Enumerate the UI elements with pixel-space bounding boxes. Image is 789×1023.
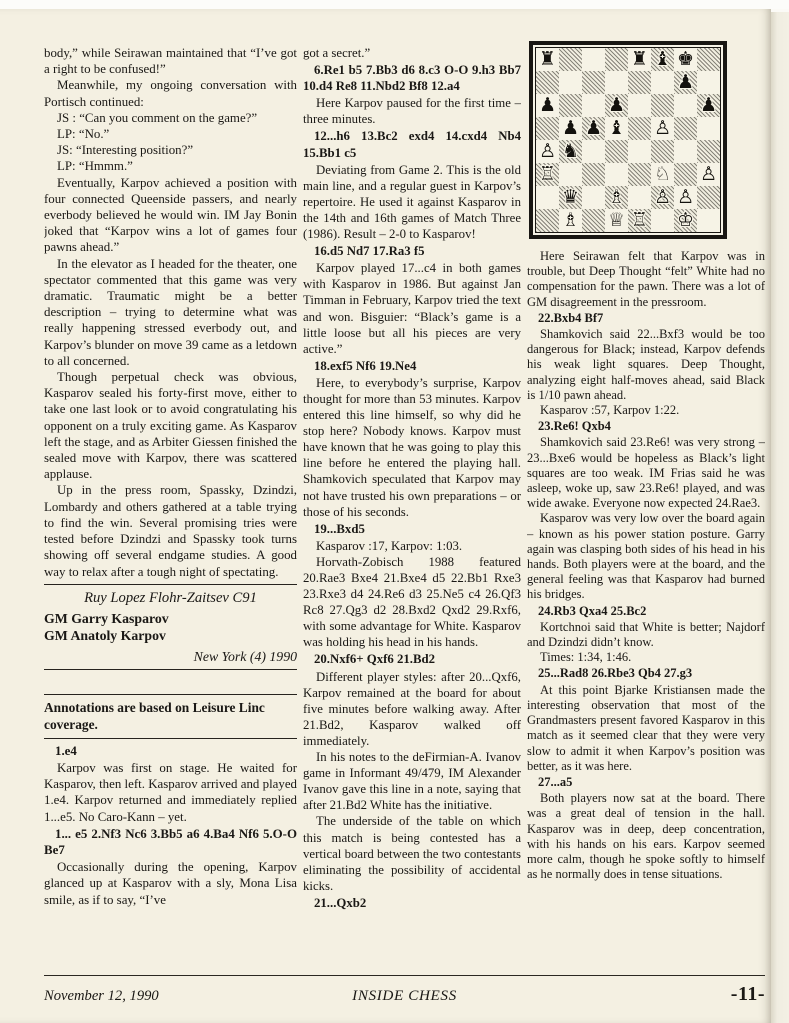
board-square: [582, 163, 605, 186]
paragraph: Meanwhile, my ongoing conversation with Portisch continued:: [44, 78, 297, 109]
white-bishop-icon: ♗: [561, 209, 580, 231]
magazine-page: [0, 9, 771, 1023]
board-square: [559, 48, 582, 71]
paragraph: Kasparov was very low over the board again – known as his power station posture. Garry again was clasping both sides of his head in his hands. Both players were at the board, and the general feeling was that Kasparov had burned his bridges.: [527, 511, 765, 602]
board-square: [628, 94, 651, 117]
paragraph: got a secret.”: [303, 46, 371, 60]
black-rook-icon: ♜: [538, 48, 557, 70]
move-line: 12...h6 13.Bc2 exd4 14.cxd4 Nb4 15.Bb1 c5: [303, 129, 521, 160]
board-square: [697, 71, 720, 94]
white-bishop-icon: ♗: [607, 186, 626, 208]
white-pawn-icon: ♙: [699, 163, 718, 185]
white-pawn-icon: ♙: [653, 186, 672, 208]
board-square: [628, 48, 651, 71]
black-pawn-icon: ♟: [561, 117, 580, 139]
footer-row: [44, 983, 765, 1006]
paragraph: Eventually, Karpov achieved a position with four connected Queenside passers, and nearly everbody believed he would win. IM Jay Bonin joked that “Karpov wins a lot of games four pawns ahead.”: [44, 175, 297, 255]
paragraph: Kortchnoi said that White is better; Najdorf and Dzindzi didn’t know.: [527, 619, 765, 650]
board-square: [559, 209, 582, 232]
divider-rule: [44, 738, 297, 739]
scan-edge-right: [771, 12, 789, 1023]
paragraph: Shamkovich said 22...Bxf3 would be too dangerous for Black; instead, Karpov defends his weak light squares. Deep Thought, analyzing eight half-moves ahead, said Black is 1/10 pawn ahead.: [527, 327, 765, 402]
chess-board: [535, 47, 721, 233]
spacer: [44, 674, 297, 690]
white-rook-icon: ♖: [630, 209, 649, 231]
black-king-icon: ♚: [676, 48, 695, 70]
player-name: GM Anatoly Karpov: [44, 628, 166, 644]
board-square: [651, 117, 674, 140]
move-line: 23.Re6! Qxb4: [538, 419, 611, 434]
player-name: GM Garry Kasparov: [44, 610, 169, 626]
column-middle: [303, 45, 521, 975]
paragraph: Horvath-Zobisch 1988 featured 20.Rae3 Bxe4 21.Bxe4 d5 22.Bb1 Rxe3 23.Rxe3 d4 24.Re6 d3 25.Ne5 c4 26.Qf3 Rc8 27.Qg3 d2 28.Bxd2 Qxd2 29.Rxf6, with some advantage for White. Kasparov was holding his head in his hands.: [303, 554, 521, 650]
event-name: New York (4) 1990: [193, 648, 297, 664]
white-pawn-icon: ♙: [538, 140, 557, 162]
paragraph: LP: “No.”: [57, 127, 110, 142]
board-square: [582, 48, 605, 71]
board-square: [536, 140, 559, 163]
board-square: [697, 140, 720, 163]
board-square: [628, 71, 651, 94]
board-square: [536, 186, 559, 209]
scan-edge-top: [0, 0, 789, 9]
board-square: [697, 117, 720, 140]
chess-diagram: [529, 41, 727, 239]
board-square: [536, 71, 559, 94]
paragraph: At this point Bjarke Kristiansen made the interesting observation that most of the Grandmasters present favored Kasparov in this match as it seemed clear that they were very slow to admit it when Karpov’s position was better, as it was here.: [527, 682, 765, 773]
board-square: [697, 48, 720, 71]
footer-date: November 12, 1990: [44, 988, 159, 1004]
board-square: [674, 186, 697, 209]
board-square: [582, 94, 605, 117]
divider-rule: [44, 669, 297, 670]
paragraph: In his notes to the deFirmian-A. Ivanov game in Informant 49/479, IM Alexander Ivanov gave this line in a note, saying that after 21.Bd2 White has the initiative.: [303, 750, 521, 813]
white-queen-icon: ♕: [607, 209, 626, 231]
move-line: 18.exf5 Nf6 19.Ne4: [314, 358, 417, 373]
paragraph: Here Seirawan felt that Karpov was in trouble, but Deep Thought “felt” White had no compensation for the pawn. There was a lot of GM disagreement in the pressroom.: [527, 249, 765, 309]
board-square: [651, 209, 674, 232]
move-line: 16.d5 Nd7 17.Ra3 f5: [314, 244, 425, 259]
board-square: [697, 186, 720, 209]
board-square: [605, 94, 628, 117]
paragraph: body,” while Seirawan maintained that “I’ve got a right to be confused!”: [44, 46, 297, 77]
paragraph: Karpov was first on stage. He waited for Kasparov, then left. Kasparov arrived and played 1.e4. Karpov returned and immediately replied 1...e5. No Caro-Kann – yet.: [44, 760, 297, 824]
board-square: [628, 186, 651, 209]
board-square: [605, 71, 628, 94]
paragraph: Occasionally during the opening, Karpov glanced up at Kasparov with a sly, Mona Lisa smile, as if to say, “I’ve: [44, 860, 297, 907]
board-square: [605, 140, 628, 163]
board-square: [536, 163, 559, 186]
board-square: [674, 117, 697, 140]
board-square: [559, 117, 582, 140]
black-rook-icon: ♜: [630, 48, 649, 70]
board-square: [674, 140, 697, 163]
footer-magazine-title: INSIDE CHESS: [352, 987, 457, 1004]
black-pawn-icon: ♟: [584, 117, 603, 139]
black-pawn-icon: ♟: [607, 94, 626, 116]
move-line: 22.Bxb4 Bf7: [538, 310, 604, 325]
move-line: 1... e5 2.Nf3 Nc6 3.Bb5 a6 4.Ba4 Nf6 5.O-O Be7: [44, 826, 297, 857]
board-square: [651, 186, 674, 209]
board-square: [628, 140, 651, 163]
board-square: [559, 186, 582, 209]
board-square: [605, 117, 628, 140]
paragraph: Shamkovich said 23.Re6! was very strong – 23...Bxe6 would be hopeless as Black’s light squares are too weak. IM Frias said he was asleep, woke up, saw 23.Re6! played, and was wide awake. Everyone now expected 24.Rae3.: [527, 435, 765, 511]
board-square: [559, 140, 582, 163]
paragraph: The underside of the table on which this match is being contested has a vertical board between the two contestants eliminating the possibility of accidental kicks.: [303, 814, 521, 893]
white-pawn-icon: ♙: [653, 117, 672, 139]
board-square: [582, 140, 605, 163]
paragraph: Karpov played 17...c4 in both games with Kasparov in 1986. But against Jan Timman in February, Karpov tried the text and won. Bisguier: “Black’s game is a little loose but all his pieces are very active.”: [303, 261, 521, 356]
board-square: [559, 94, 582, 117]
board-square: [536, 94, 559, 117]
paragraph: LP: “Hmmm.”: [57, 159, 133, 174]
paragraph: Though perpetual check was obvious, Kasparov sealed his forty-first move, either to take one last look or to avoid congratulating his opponent on a truly exciting game. As Kasparov left the stage, and as Arbiter Giessen finished the sealed move with Karpov, there was scattered applause.: [44, 370, 297, 482]
board-square: [697, 94, 720, 117]
board-square: [651, 94, 674, 117]
move-line: 25...Rad8 26.Rbe3 Qb4 27.g3: [538, 666, 693, 681]
board-square: [582, 209, 605, 232]
board-square: [582, 71, 605, 94]
board-square: [651, 48, 674, 71]
column-left: [44, 45, 297, 975]
board-square: [605, 48, 628, 71]
black-bishop-icon: ♝: [653, 48, 672, 70]
move-line: 19...Bxd5: [314, 521, 365, 536]
board-square: [651, 163, 674, 186]
black-pawn-icon: ♟: [699, 94, 718, 116]
column-right-text: [527, 249, 765, 882]
column-right: [527, 39, 765, 975]
page-footer: [44, 975, 765, 1006]
board-square: [674, 209, 697, 232]
black-bishop-icon: ♝: [607, 117, 626, 139]
white-knight-icon: ♘: [653, 163, 672, 185]
board-square: [582, 117, 605, 140]
footer-rule: [44, 975, 765, 976]
paragraph: Up in the press room, Spassky, Dzindzi, Lombardy and others gathered at a table trying to find the win. Several promising tries were tested before Dzindzi and Spassky took turns showing off several endgame studies. A good way to relax after a tough night of spectating.: [44, 483, 297, 579]
white-king-icon: ♔: [676, 209, 695, 231]
board-square: [605, 163, 628, 186]
board-square: [559, 163, 582, 186]
annotation-note: Annotations are based on Leisure Linc coverage.: [44, 699, 265, 733]
board-square: [536, 48, 559, 71]
move-line: 21...Qxb2: [314, 895, 367, 910]
opening-name: Ruy Lopez Flohr-Zaitsev C91: [84, 589, 257, 606]
footer-page-number: -11-: [730, 983, 765, 1005]
white-rook-icon: ♖: [538, 163, 557, 185]
board-square: [651, 71, 674, 94]
board-square: [674, 71, 697, 94]
board-square: [628, 163, 651, 186]
board-square: [674, 163, 697, 186]
move-line: 20.Nxf6+ Qxf6 21.Bd2: [314, 652, 436, 667]
board-square: [674, 48, 697, 71]
paragraph: JS: “Interesting position?”: [57, 143, 194, 158]
move-line: 1.e4: [55, 743, 77, 758]
black-pawn-icon: ♟: [538, 94, 557, 116]
paragraph: Times: 1:34, 1:46.: [540, 650, 632, 665]
board-square: [628, 209, 651, 232]
board-square: [536, 209, 559, 232]
board-square: [605, 209, 628, 232]
paragraph: JS : “Can you comment on the game?”: [57, 110, 258, 125]
board-square: [536, 117, 559, 140]
board-square: [559, 71, 582, 94]
paragraph: Kasparov :17, Karpov: 1:03.: [316, 538, 463, 553]
move-line: 27...a5: [538, 774, 573, 789]
black-pawn-icon: ♟: [676, 71, 695, 93]
divider-rule: [44, 694, 297, 695]
divider-rule: [44, 584, 297, 585]
paragraph: Here, to everybody’s surprise, Karpov thought for more than 53 minutes. Karpov entered this line himself, so why did he stop here? Nobody knows. Karpov must have known that he was going to play this line before he entered the playing hall. Shamkovich speculated that Karpov may not have trusted his own preparations – or those of his seconds.: [303, 375, 521, 519]
board-square: [605, 186, 628, 209]
board-square: [628, 117, 651, 140]
move-line: 24.Rb3 Qxa4 25.Bc2: [538, 603, 647, 618]
board-square: [697, 209, 720, 232]
board-square: [674, 94, 697, 117]
black-queen-icon: ♛: [561, 186, 580, 208]
paragraph: Different player styles: after 20...Qxf6, Karpov remained at the board for about five minutes before walking away. After 21.Bd2, Kasparov walked off immediately.: [303, 669, 521, 748]
paragraph: Deviating from Game 2. This is the old main line, and a regular guest in Karpov’s repertoire. He used it against Kasparov in the 14th and 16th games of Match Three (1986). Result – 2-0 to Kasparov!: [303, 162, 521, 242]
black-knight-icon: ♞: [561, 140, 580, 162]
paragraph: Kasparov :57, Karpov 1:22.: [540, 403, 680, 418]
board-square: [697, 163, 720, 186]
board-square: [651, 140, 674, 163]
paragraph: In the elevator as I headed for the theater, one spectator commented that this game was very dramatic. Traumatic might be a better description – trying to determine what was really happening stressed everbody out, and Karpov’s blunder on move 39 came as a letdown to all concerned.: [44, 256, 297, 368]
paragraph: Here Karpov paused for the first time – three minutes.: [303, 96, 521, 127]
paragraph: Both players now sat at the board. There was a great deal of tension in the hall. Kasparov was in deep, deep concentration, with his hands on his ears. Karpov seemed more calm, though he spoke softly to himself as he normally does in tense situations.: [527, 791, 765, 882]
white-pawn-icon: ♙: [676, 186, 695, 208]
board-square: [582, 186, 605, 209]
move-line: 6.Re1 b5 7.Bb3 d6 8.c3 O-O 9.h3 Bb7 10.d4 Re8 11.Nbd2 Bf8 12.a4: [303, 63, 521, 94]
